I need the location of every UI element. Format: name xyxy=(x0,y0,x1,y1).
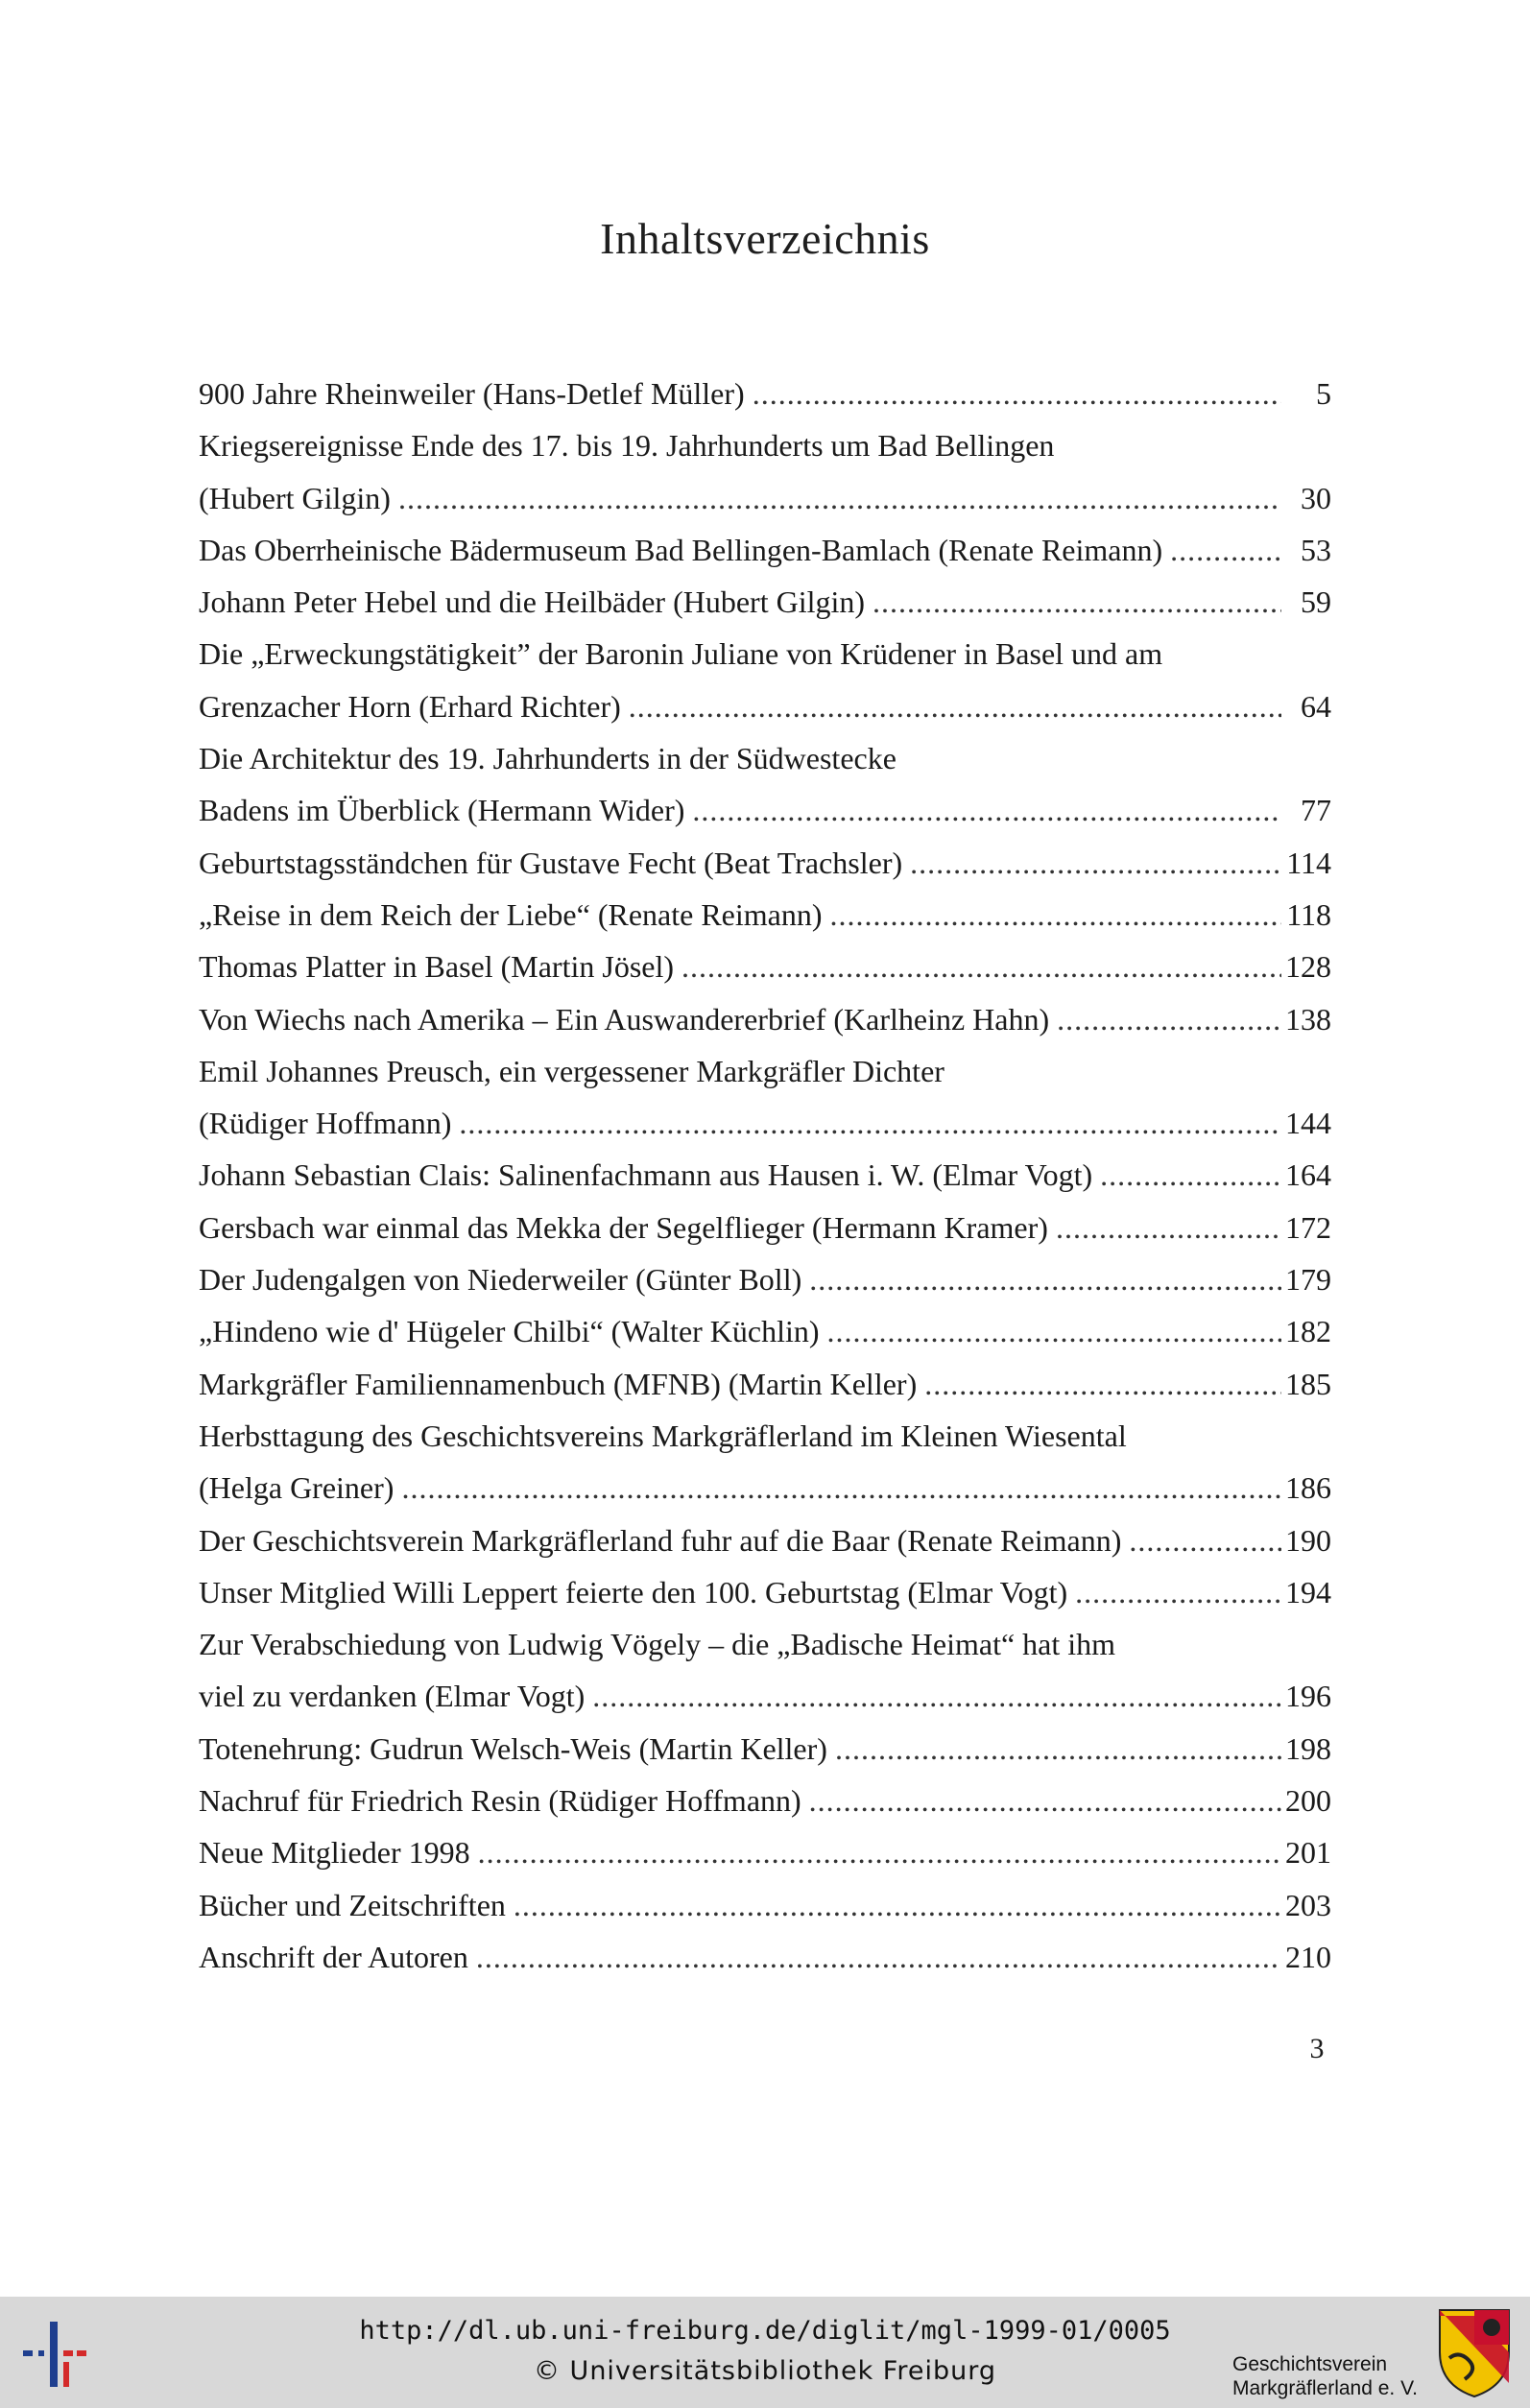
toc-entry-title: Die „Erweckungstätigkeit” der Baronin Juliane von Krüdener in Basel und am xyxy=(199,636,1163,672)
toc-entry xyxy=(199,1462,1331,1514)
toc-entry-title: Grenzacher Horn (Erhard Richter) xyxy=(199,688,621,724)
toc-entry-page: 198 xyxy=(1285,1730,1331,1766)
toc-dot-leader xyxy=(809,1775,1281,1826)
toc-dot-leader xyxy=(514,1879,1281,1931)
toc-entry-page: 77 xyxy=(1301,793,1331,828)
page-number: 3 xyxy=(1309,2033,1325,2064)
page-title: Inhaltsverzeichnis xyxy=(600,214,930,263)
toc-dot-leader xyxy=(681,941,1281,992)
toc-entry xyxy=(199,1358,1331,1410)
toc-dot-leader xyxy=(873,576,1281,628)
toc-entry-title: (Rüdiger Hoffmann) xyxy=(199,1106,452,1141)
toc-entry xyxy=(199,837,1331,889)
toc-dot-leader xyxy=(835,1723,1281,1775)
toc-entry xyxy=(199,1097,1331,1149)
toc-entry-title: Der Judengalgen von Niederweiler (Günter Boll) xyxy=(199,1262,802,1298)
toc-entry-title: Johann Sebastian Clais: Salinenfachmann aus Hausen i. W. (Elmar Vogt) xyxy=(199,1157,1093,1193)
toc-entry-title: Der Geschichtsverein Markgräflerland fuhr auf die Baar (Renate Reimann) xyxy=(199,1522,1122,1558)
toc-dot-leader xyxy=(459,1097,1281,1149)
table-of-contents xyxy=(199,368,1331,1983)
toc-dot-leader xyxy=(830,889,1281,941)
toc-entry xyxy=(199,1410,1331,1462)
toc-entry xyxy=(199,1775,1331,1826)
toc-entry-title: Anschrift der Autoren xyxy=(199,1939,468,1974)
toc-entry-title: (Hubert Gilgin) xyxy=(199,480,391,515)
toc-entry-title: Unser Mitglied Willi Leppert feierte den 100. Geburtstag (Elmar Vogt) xyxy=(199,1574,1068,1609)
toc-entry-page: 179 xyxy=(1285,1262,1331,1298)
toc-entry xyxy=(199,993,1331,1045)
society-name-line1: Geschichtsverein xyxy=(1232,2353,1388,2375)
toc-dot-leader xyxy=(629,680,1281,732)
toc-entry-title: Herbsttagung des Geschichtsvereins Markgräflerland im Kleinen Wiesental xyxy=(199,1418,1127,1453)
toc-entry-title: Totenehrung: Gudrun Welsch-Weis (Martin Keller) xyxy=(199,1730,827,1766)
toc-entry xyxy=(199,1253,1331,1305)
toc-entry xyxy=(199,524,1331,576)
toc-dot-leader xyxy=(1129,1514,1281,1566)
toc-entry-title: Die Architektur des 19. Jahrhunderts in der Südwestecke xyxy=(199,741,896,776)
toc-entry-page: 164 xyxy=(1285,1157,1331,1193)
toc-entry-page: 30 xyxy=(1301,480,1331,515)
toc-entry xyxy=(199,732,1331,784)
footer-url-link[interactable]: http://dl.ub.uni-freiburg.de/diglit/mgl-1999-01/0005 xyxy=(359,2316,1171,2346)
toc-entry xyxy=(199,1045,1331,1097)
toc-entry-page: 118 xyxy=(1286,896,1331,932)
toc-entry-title: Neue Mitglieder 1998 xyxy=(199,1835,470,1871)
toc-entry-title: Kriegsereignisse Ende des 17. bis 19. Jahrhunderts um Bad Bellingen xyxy=(199,428,1055,464)
toc-dot-leader xyxy=(476,1931,1281,1983)
toc-entry-title: „Hindeno wie d' Hügeler Chilbi“ (Walter Küchlin) xyxy=(199,1314,820,1349)
toc-entry xyxy=(199,680,1331,732)
toc-entry-page: 172 xyxy=(1285,1209,1331,1245)
toc-entry xyxy=(199,1723,1331,1775)
toc-entry xyxy=(199,419,1331,471)
toc-entry-page: 59 xyxy=(1301,584,1331,620)
toc-dot-leader xyxy=(692,784,1281,836)
toc-entry-page: 185 xyxy=(1285,1366,1331,1401)
toc-entry-title: Zur Verabschiedung von Ludwig Vögely – die „Badische Heimat“ hat ihm xyxy=(199,1627,1116,1662)
toc-entry-title: 900 Jahre Rheinweiler (Hans-Detlef Müller) xyxy=(199,376,745,411)
toc-dot-leader xyxy=(478,1826,1281,1878)
toc-entry-page: 196 xyxy=(1285,1679,1331,1714)
toc-entry-page: 128 xyxy=(1285,949,1331,985)
toc-entry-title: Emil Johannes Preusch, ein vergessener Markgräfler Dichter xyxy=(199,1053,944,1088)
toc-entry xyxy=(199,1514,1331,1566)
toc-entry-page: 53 xyxy=(1301,532,1331,567)
toc-entry xyxy=(199,1566,1331,1618)
toc-dot-leader xyxy=(401,1462,1281,1514)
toc-entry xyxy=(199,1202,1331,1253)
toc-entry xyxy=(199,628,1331,679)
toc-entry-page: 182 xyxy=(1285,1314,1331,1349)
toc-entry xyxy=(199,576,1331,628)
toc-dot-leader xyxy=(827,1305,1281,1357)
toc-entry xyxy=(199,784,1331,836)
toc-entry-page: 210 xyxy=(1285,1939,1331,1974)
toc-entry-page: 186 xyxy=(1285,1470,1331,1506)
toc-dot-leader xyxy=(910,837,1281,889)
toc-entry-page: 200 xyxy=(1285,1783,1331,1819)
toc-entry xyxy=(199,1826,1331,1878)
society-name xyxy=(1232,2352,1418,2400)
toc-dot-leader xyxy=(1075,1566,1281,1618)
coat-of-arms-icon[interactable] xyxy=(1436,2306,1513,2398)
toc-dot-leader xyxy=(398,472,1281,524)
toc-entry-title: Thomas Platter in Basel (Martin Jösel) xyxy=(199,949,675,985)
toc-dot-leader xyxy=(809,1253,1281,1305)
toc-dot-leader xyxy=(924,1358,1281,1410)
toc-entry xyxy=(199,1149,1331,1201)
toc-dot-leader xyxy=(592,1670,1281,1722)
toc-entry-title: Gersbach war einmal das Mekka der Segelflieger (Hermann Kramer) xyxy=(199,1209,1048,1245)
toc-entry-title: Markgräfler Familiennamenbuch (MFNB) (Martin Keller) xyxy=(199,1366,918,1401)
toc-entry xyxy=(199,1670,1331,1722)
toc-entry-title: Das Oberrheinische Bädermuseum Bad Bellingen-Bamlach (Renate Reimann) xyxy=(199,532,1163,567)
toc-entry-page: 190 xyxy=(1285,1522,1331,1558)
toc-entry-title: Badens im Überblick (Hermann Wider) xyxy=(199,793,685,828)
toc-entry-page: 5 xyxy=(1316,376,1331,411)
toc-entry xyxy=(199,1931,1331,1983)
toc-entry-page: 201 xyxy=(1285,1835,1331,1871)
toc-entry xyxy=(199,472,1331,524)
toc-entry-title: Nachruf für Friedrich Resin (Rüdiger Hoffmann) xyxy=(199,1783,801,1819)
toc-entry xyxy=(199,1618,1331,1670)
toc-entry-title: Bücher und Zeitschriften xyxy=(199,1887,506,1922)
toc-entry-title: Von Wiechs nach Amerika – Ein Auswandererbrief (Karlheinz Hahn) xyxy=(199,1001,1050,1037)
toc-entry xyxy=(199,1879,1331,1931)
toc-dot-leader xyxy=(753,368,1281,419)
toc-entry-page: 114 xyxy=(1286,845,1331,880)
toc-dot-leader xyxy=(1170,524,1281,576)
toc-entry-title: (Helga Greiner) xyxy=(199,1470,394,1506)
toc-entry xyxy=(199,1305,1331,1357)
toc-entry-page: 203 xyxy=(1285,1887,1331,1922)
toc-entry xyxy=(199,889,1331,941)
toc-entry-title: „Reise in dem Reich der Liebe“ (Renate Reimann) xyxy=(199,896,823,932)
toc-dot-leader xyxy=(1057,993,1281,1045)
toc-entry-page: 138 xyxy=(1285,1001,1331,1037)
toc-entry-title: viel zu verdanken (Elmar Vogt) xyxy=(199,1679,586,1714)
toc-dot-leader xyxy=(1056,1202,1281,1253)
toc-entry-title: Johann Peter Hebel und die Heilbäder (Hubert Gilgin) xyxy=(199,584,866,620)
toc-entry-page: 194 xyxy=(1285,1574,1331,1609)
toc-entry-page: 64 xyxy=(1301,688,1331,724)
footer-copyright: © Universitätsbibliothek Freiburg xyxy=(533,2356,997,2386)
toc-entry xyxy=(199,941,1331,992)
toc-entry xyxy=(199,368,1331,419)
toc-entry-page: 144 xyxy=(1285,1106,1331,1141)
toc-dot-leader xyxy=(1100,1149,1281,1201)
society-name-line2: Markgräflerland e. V. xyxy=(1232,2377,1418,2399)
toc-entry-title: Geburtstagsständchen für Gustave Fecht (Beat Trachsler) xyxy=(199,845,903,880)
footer-bar xyxy=(0,2297,1530,2408)
